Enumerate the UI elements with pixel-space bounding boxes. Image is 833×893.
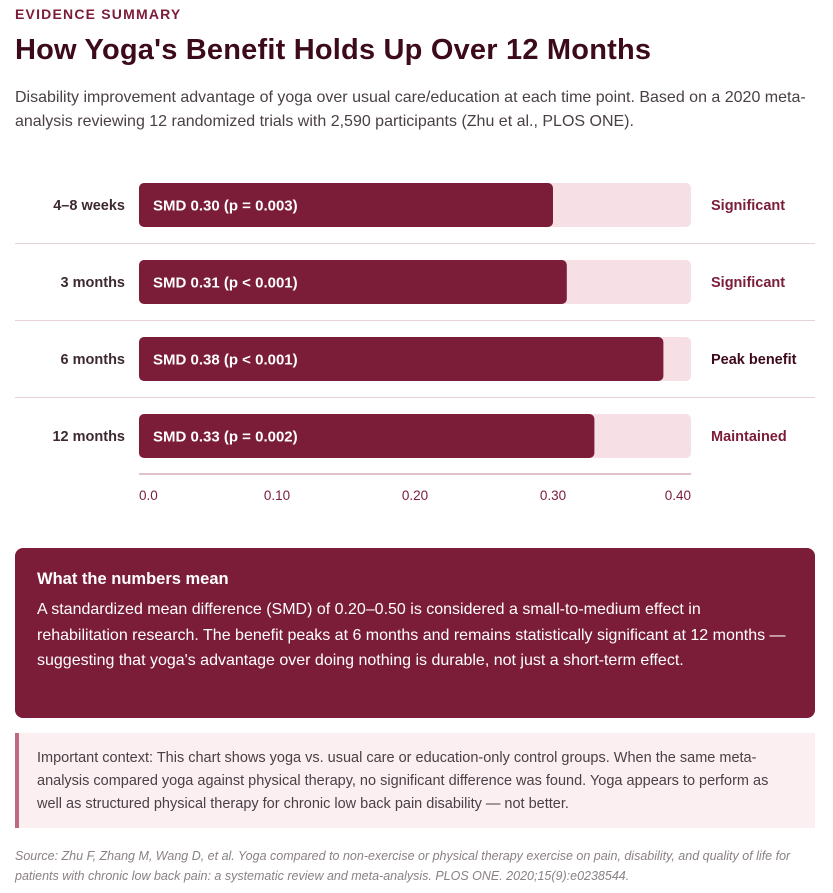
bar-value-label: SMD 0.38 (p < 0.001) bbox=[153, 351, 298, 369]
callout-title: What the numbers mean bbox=[37, 570, 229, 588]
row-label: 12 months bbox=[52, 429, 125, 445]
status-label: Peak benefit bbox=[711, 352, 797, 368]
bar-chart bbox=[15, 168, 815, 508]
x-tick-label: 0.20 bbox=[401, 488, 429, 503]
page-subtitle: Disability improvement advantage of yoga over usual care/education at each time point. Based on a 2020 meta-analysis reviewing 12 randomized trials with 2,590 participants (Zhu et al., PLOS ONE). bbox=[15, 89, 806, 130]
source-citation: Source: Zhu F, Zhang M, Wang D, et al. Yoga compared to non-exercise or physical therapy exercise on pain, disability, and quality of life for patients with chronic low back pain: a systematic review and meta-analysis. PLOS ONE. 2020;15(9):e0238544. bbox=[15, 849, 791, 883]
eyebrow-label: EVIDENCE SUMMARY bbox=[15, 6, 182, 22]
bar-value-label: SMD 0.30 (p = 0.003) bbox=[153, 197, 298, 215]
x-tick-label: 0.0 bbox=[139, 488, 158, 503]
row-label: 3 months bbox=[60, 275, 125, 291]
callout-body: A standardized mean difference (SMD) of 0.20–0.50 is considered a small-to-medium effect in rehabilitation research. The benefit peaks at 6 months and remains statistically significant at 12 months — suggesting that yoga's advantage over doing nothing is durable, not just a short-term effect. bbox=[37, 601, 786, 669]
row-label: 4–8 weeks bbox=[53, 198, 125, 214]
chart-svg bbox=[15, 168, 815, 508]
status-label: Significant bbox=[711, 198, 786, 214]
status-label: Maintained bbox=[711, 429, 787, 445]
page-title: How Yoga's Benefit Holds Up Over 12 Months bbox=[15, 34, 652, 66]
bar-value-label: SMD 0.31 (p < 0.001) bbox=[153, 274, 298, 292]
status-label: Significant bbox=[711, 275, 786, 291]
x-tick-label: 0.30 bbox=[539, 488, 567, 503]
x-tick-label: 0.40 bbox=[664, 488, 691, 503]
x-tick-label: 0.10 bbox=[263, 488, 291, 503]
row-label: 6 months bbox=[60, 352, 125, 368]
bar-value-label: SMD 0.33 (p = 0.002) bbox=[153, 428, 298, 446]
explanation-callout bbox=[15, 548, 815, 718]
context-note: Important context: This chart shows yoga vs. usual care or education-only control groups. When the same meta-analysis compared yoga against physical therapy, no significant difference was found. Yoga appears to perform as well as structured physical therapy for chronic low back pain disability — not better. bbox=[15, 733, 815, 828]
